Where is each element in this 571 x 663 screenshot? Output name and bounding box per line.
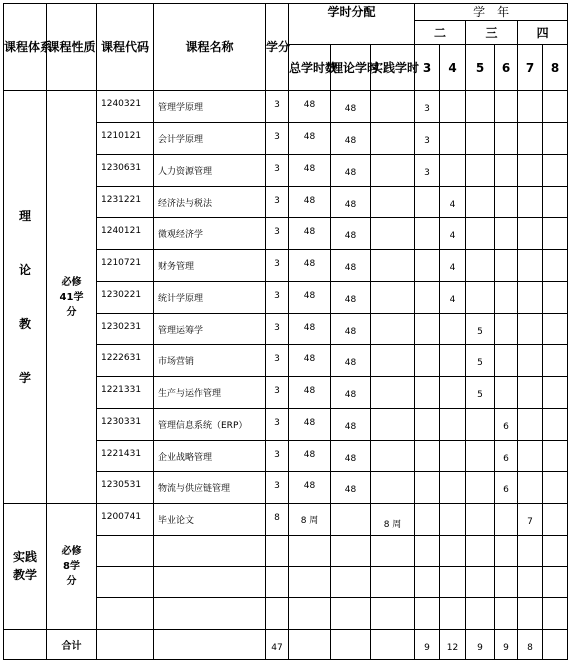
course-total-hours: 48 xyxy=(289,377,331,409)
course-term: 4 xyxy=(440,281,466,313)
header-term: 4 xyxy=(440,45,466,91)
course-term: 4 xyxy=(440,186,466,218)
course-name: 管理学原理 xyxy=(154,91,266,123)
course-theory-hours: 48 xyxy=(331,186,371,218)
course-name: 企业战略管理 xyxy=(154,440,266,472)
course-credits: 3 xyxy=(266,313,289,345)
table-row xyxy=(4,91,568,123)
course-total-hours: 48 xyxy=(289,123,331,155)
course-total-hours: 8 周 xyxy=(289,504,331,535)
course-credits: 3 xyxy=(266,123,289,155)
course-name: 管理信息系统（ERP） xyxy=(154,408,266,440)
course-code: 1221431 xyxy=(97,440,154,472)
course-total-hours: 48 xyxy=(289,91,331,123)
course-name: 人力资源管理 xyxy=(154,154,266,186)
course-total-hours: 48 xyxy=(289,408,331,440)
header-year-3: 三 xyxy=(466,21,518,45)
course-name: 毕业论文 xyxy=(154,504,266,535)
course-credits: 3 xyxy=(266,218,289,250)
course-theory-hours: 48 xyxy=(331,218,371,250)
course-code: 1200741 xyxy=(97,504,154,535)
course-credits: 3 xyxy=(266,377,289,409)
section-system-theory: 理论教学 xyxy=(18,209,31,386)
course-code: 1210121 xyxy=(97,123,154,155)
section-system-practice: 实践教学 xyxy=(12,550,37,583)
section-nature-theory: 必修41学分 xyxy=(59,276,84,318)
course-credits: 3 xyxy=(266,345,289,377)
course-code: 1222631 xyxy=(97,345,154,377)
course-theory-hours: 48 xyxy=(331,377,371,409)
course-code: 1230231 xyxy=(97,313,154,345)
course-total-hours: 48 xyxy=(289,218,331,250)
course-theory-hours: 48 xyxy=(331,472,371,504)
header-system: 课程体系 xyxy=(4,4,47,91)
course-total-hours: 48 xyxy=(289,313,331,345)
course-theory-hours: 48 xyxy=(331,281,371,313)
header-hours-group: 学时分配 xyxy=(289,4,415,45)
course-term: 6 xyxy=(495,440,518,472)
course-theory-hours: 48 xyxy=(331,313,371,345)
course-plan-table xyxy=(3,3,568,660)
header-total-hours: 总学时数 xyxy=(289,45,331,91)
course-total-hours: 48 xyxy=(289,186,331,218)
header-code: 课程代码 xyxy=(97,4,154,91)
course-code: 1210721 xyxy=(97,250,154,282)
course-name: 管理运筹学 xyxy=(154,313,266,345)
header-practice-hours: 实践学时 xyxy=(371,45,415,91)
totals-term-5: 9 xyxy=(466,629,495,659)
totals-term-6: 9 xyxy=(495,629,518,659)
course-code: 1230631 xyxy=(97,154,154,186)
course-term: 3 xyxy=(415,154,440,186)
totals-term-4: 12 xyxy=(440,629,466,659)
course-term: 4 xyxy=(440,218,466,250)
course-name: 经济法与税法 xyxy=(154,186,266,218)
course-code: 1240121 xyxy=(97,218,154,250)
course-credits: 3 xyxy=(266,472,289,504)
course-term: 3 xyxy=(415,91,440,123)
course-term: 7 xyxy=(518,504,543,535)
course-code: 1230331 xyxy=(97,408,154,440)
totals-label: 合计 xyxy=(47,629,97,659)
course-name: 会计学原理 xyxy=(154,123,266,155)
course-credits: 3 xyxy=(266,91,289,123)
course-total-hours: 48 xyxy=(289,345,331,377)
course-credits: 8 xyxy=(266,504,289,535)
course-theory-hours: 48 xyxy=(331,408,371,440)
course-theory-hours: 48 xyxy=(331,250,371,282)
totals-row xyxy=(4,629,568,659)
course-theory-hours: 48 xyxy=(331,440,371,472)
course-name: 财务管理 xyxy=(154,250,266,282)
header-academic-year: 学 年 xyxy=(415,4,568,21)
course-term: 6 xyxy=(495,472,518,504)
section-nature-practice: 必修8学分 xyxy=(61,545,82,587)
course-code: 1231221 xyxy=(97,186,154,218)
course-total-hours: 48 xyxy=(289,281,331,313)
course-credits: 3 xyxy=(266,250,289,282)
course-term: 3 xyxy=(415,123,440,155)
header-term: 3 xyxy=(415,45,440,91)
header-year-2: 二 xyxy=(415,21,466,45)
course-code: 1230221 xyxy=(97,281,154,313)
course-total-hours: 48 xyxy=(289,440,331,472)
course-theory-hours: 48 xyxy=(331,91,371,123)
course-name: 物流与供应链管理 xyxy=(154,472,266,504)
course-name: 微观经济学 xyxy=(154,218,266,250)
course-total-hours: 48 xyxy=(289,154,331,186)
header-term: 8 xyxy=(543,45,568,91)
course-name: 生产与运作管理 xyxy=(154,377,266,409)
totals-term-7: 8 xyxy=(518,629,543,659)
course-credits: 3 xyxy=(266,440,289,472)
header-credits: 学分 xyxy=(266,4,289,91)
totals-credits: 47 xyxy=(266,629,289,659)
header-name: 课程名称 xyxy=(154,4,266,91)
course-term: 6 xyxy=(495,408,518,440)
course-credits: 3 xyxy=(266,186,289,218)
header-nature: 课程性质 xyxy=(47,4,97,91)
course-total-hours: 48 xyxy=(289,250,331,282)
course-practice-hours: 8 周 xyxy=(371,504,415,535)
course-theory-hours: 48 xyxy=(331,123,371,155)
course-term: 4 xyxy=(440,250,466,282)
table-row xyxy=(4,504,568,535)
header-term: 7 xyxy=(518,45,543,91)
course-term: 5 xyxy=(466,377,495,409)
course-theory-hours: 48 xyxy=(331,154,371,186)
header-theory-hours: 理论学时 xyxy=(331,45,371,91)
course-term: 5 xyxy=(466,345,495,377)
course-credits: 3 xyxy=(266,408,289,440)
course-code: 1240321 xyxy=(97,91,154,123)
course-code: 1230531 xyxy=(97,472,154,504)
course-term: 5 xyxy=(466,313,495,345)
course-total-hours: 48 xyxy=(289,472,331,504)
header-year-4: 四 xyxy=(518,21,568,45)
course-name: 统计学原理 xyxy=(154,281,266,313)
header-term: 6 xyxy=(495,45,518,91)
course-credits: 3 xyxy=(266,154,289,186)
course-credits: 3 xyxy=(266,281,289,313)
course-name: 市场营销 xyxy=(154,345,266,377)
course-code: 1221331 xyxy=(97,377,154,409)
totals-term-3: 9 xyxy=(415,629,440,659)
course-theory-hours: 48 xyxy=(331,345,371,377)
header-term: 5 xyxy=(466,45,495,91)
